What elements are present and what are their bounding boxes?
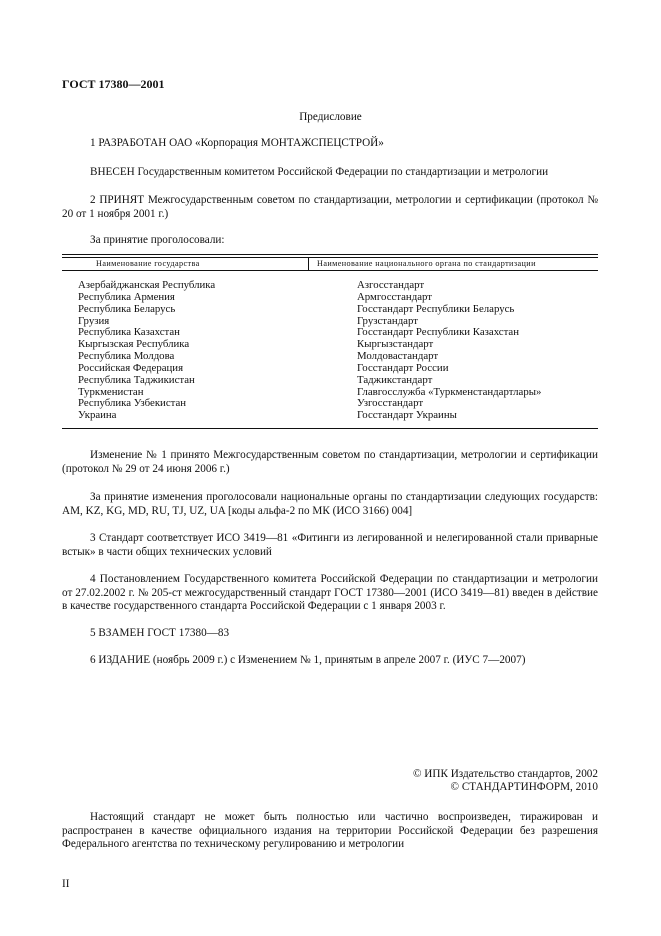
national-body-name: Азгосстандарт — [357, 279, 425, 291]
paragraph-adopted-by: 2 ПРИНЯТ Межгосударственным советом по стандартизации, метрологии и сертификации (протокол № 20 от 1 ноября 2001 г.) — [62, 194, 598, 220]
table-header-divider — [308, 257, 309, 270]
national-body-name: Кыргызстандарт — [357, 338, 434, 351]
state-name: Республика Беларусь — [78, 302, 176, 315]
state-name: Республика Узбекистан — [78, 397, 187, 410]
copyright-line-1: © ИПК Издательство стандартов, 2002 — [412, 768, 598, 780]
paragraph-edition: 6 ИЗДАНИЕ (ноябрь 2009 г.) с Изменением № 1, принятым в апреле 2007 г. (ИУС 7—2007) — [90, 654, 526, 666]
state-name: Кыргызская Республика — [78, 338, 190, 351]
national-body-name: Главгосслужба «Туркменстандартлары» — [357, 385, 542, 398]
document-code-header: ГОСТ 17380—2001 — [62, 77, 165, 91]
table-top-rule-inner — [62, 257, 598, 258]
paragraph-amendment-votes: За принятие изменения проголосовали национальные органы по стандартизации следующих государств: AM, KZ, KG, MD, RU, TJ, UZ, UA [коды альфа-2 по МК (ИСО 3166) 004] — [62, 491, 598, 517]
national-body-name: Госстандарт Украины — [357, 409, 457, 422]
table-header-rule — [62, 270, 598, 271]
table-header-national-body: Наименование национального органа по стандартизации — [317, 259, 536, 268]
preface-title: Предисловие — [299, 111, 362, 123]
national-body-name: Узгосстандарт — [357, 397, 424, 410]
paragraph-iso-correspondence: 3 Стандарт соответствует ИСО 3419—81 «Фитинги из легированной и нелегированной стали приварные встык» в части общих технических условий — [62, 532, 598, 558]
paragraph-voted-for: За принятие проголосовали: — [90, 234, 225, 246]
national-body-name: Госстандарт Республики Казахстан — [357, 326, 519, 339]
national-body-name: Молдовастандарт — [357, 350, 439, 363]
paragraph-amendment-1: Изменение № 1 принято Межгосударственным советом по стандартизации, метрологии и сертификации (протокол № 29 от 24 июня 2006 г.) — [62, 449, 598, 475]
paragraph-developed-by: 1 РАЗРАБОТАН ОАО «Корпорация МОНТАЖСПЕЦСТРОЙ» — [90, 137, 384, 149]
state-name: Республика Казахстан — [78, 326, 180, 339]
copyright-line-2: © СТАНДАРТИНФОРМ, 2010 — [450, 781, 598, 793]
paragraph-replaces: 5 ВЗАМЕН ГОСТ 17380—83 — [90, 627, 230, 639]
table-bottom-rule — [62, 428, 598, 429]
state-name: Грузия — [78, 314, 110, 327]
state-name: Азербайджанская Республика — [78, 279, 216, 291]
state-name: Украина — [78, 409, 117, 422]
national-body-column — [357, 280, 541, 422]
state-name: Туркменистан — [78, 385, 144, 398]
table-top-rule — [62, 254, 598, 255]
national-body-name: Таджикстандарт — [357, 373, 433, 386]
reproduction-notice: Настоящий стандарт не может быть полностью или частично воспроизведен, тиражирован и распространен в качестве официального издания на территории Российской Федерации без разрешения Федерального агентства по техническому регулированию и метрологии — [62, 811, 598, 850]
paragraph-resolution: 4 Постановлением Государственного комитета Российской Федерации по стандартизации и метрологии от 27.02.2002 г. № 205-ст межгосударственный стандарт ГОСТ 17380—2001 (ИСО 3419—81) введен в действие в качестве государственного стандарта Российской Федерации с 1 января 2003 г. — [62, 573, 598, 612]
paragraph-introduced-by: ВНЕСЕН Государственным комитетом Российской Федерации по стандартизации и метрологии — [90, 166, 549, 178]
voting-countries-table — [62, 254, 598, 429]
state-name: Республика Армения — [78, 290, 175, 303]
state-name: Российская Федерация — [78, 361, 184, 374]
table-header-state: Наименование государства — [96, 259, 200, 268]
national-body-name: Армгосстандарт — [357, 290, 432, 303]
state-name: Республика Молдова — [78, 350, 175, 363]
state-name: Республика Таджикистан — [78, 373, 195, 386]
state-column — [78, 280, 215, 422]
page-number: II — [62, 878, 70, 890]
national-body-name: Грузстандарт — [357, 314, 418, 327]
national-body-name: Госстандарт Республики Беларусь — [357, 302, 515, 315]
national-body-name: Госстандарт России — [357, 361, 449, 374]
